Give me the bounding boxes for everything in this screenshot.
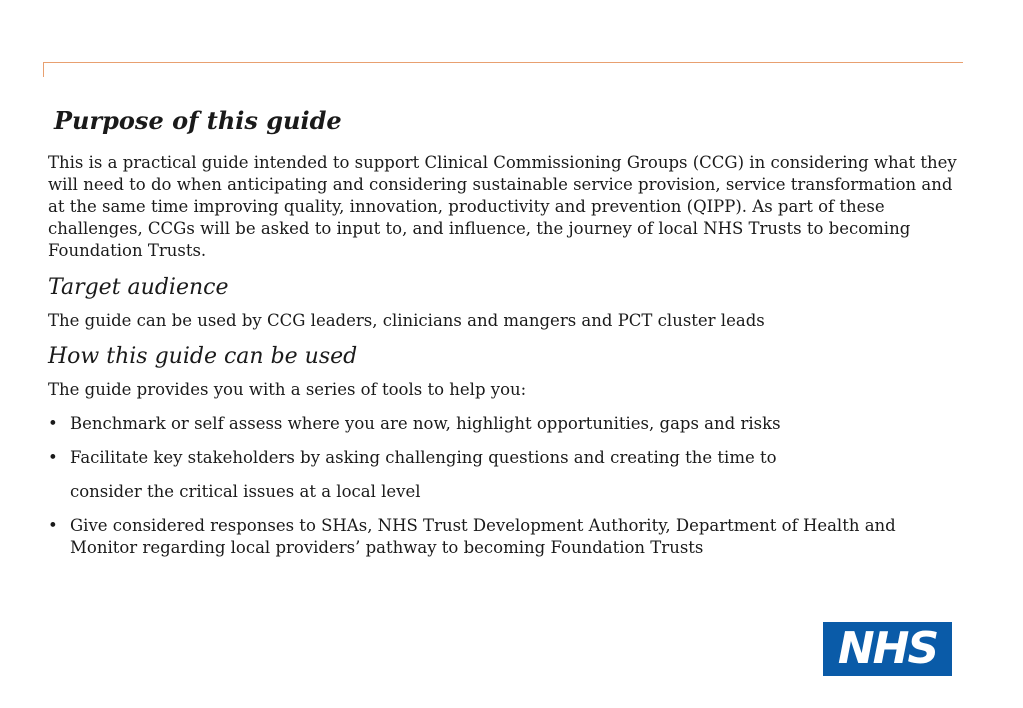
bullet-icon: • bbox=[48, 448, 58, 467]
nhs-logo bbox=[823, 622, 952, 676]
how-to-use-heading: How this guide can be used bbox=[48, 344, 358, 369]
list-item bbox=[48, 515, 968, 559]
tools-list bbox=[48, 413, 968, 559]
bullet-icon: • bbox=[48, 516, 58, 535]
target-audience-heading: Target audience bbox=[48, 275, 229, 300]
list-item bbox=[48, 447, 968, 503]
nhs-logo-text: NHS bbox=[837, 623, 938, 674]
header-rule bbox=[43, 62, 963, 77]
list-item-text: Benchmark or self assess where you are now, highlight opportunities, gaps and risks bbox=[70, 414, 781, 433]
how-to-use-text: The guide provides you with a series of tools to help you: bbox=[48, 380, 527, 399]
bullet-icon: • bbox=[48, 414, 58, 433]
list-item bbox=[48, 413, 968, 435]
list-item-text: Give considered responses to SHAs, NHS Trust Development Authority, Department of Health and Monitor regarding local providers’ pathway to becoming Foundation Trusts bbox=[70, 516, 896, 557]
guide-content bbox=[48, 104, 968, 559]
list-item-continuation: consider the critical issues at a local level bbox=[70, 482, 421, 501]
list-item-text: Facilitate key stakeholders by asking challenging questions and creating the time to bbox=[70, 448, 777, 467]
intro-paragraph: This is a practical guide intended to support Clinical Commissioning Groups (CCG) in considering what they will need to do when anticipating and considering sustainable service provision, service transformation and at the same time improving quality, innovation, productivity and prevention (QIPP). As part of these challenges, CCGs will be asked to input to, and influence, the journey of local NHS Trusts to becoming Foundation Trusts. bbox=[48, 153, 957, 260]
page-title: Purpose of this guide bbox=[54, 106, 342, 135]
target-audience-text: The guide can be used by CCG leaders, clinicians and mangers and PCT cluster leads bbox=[48, 311, 765, 330]
